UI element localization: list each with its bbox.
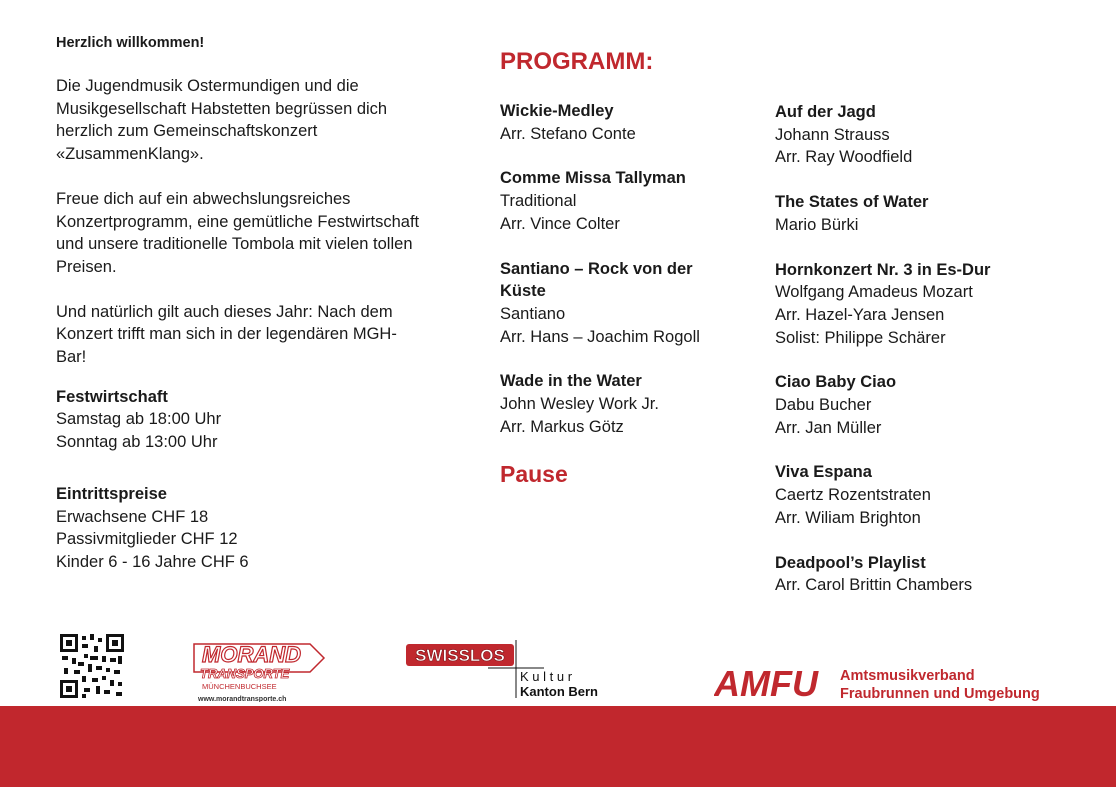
piece-credit: Caertz Rozentstraten (775, 486, 931, 505)
festwirtschaft-title: Festwirtschaft (56, 387, 168, 406)
amfu-logo (714, 662, 1059, 702)
program-piece (500, 258, 740, 349)
programm-part-2 (775, 101, 1075, 597)
piece-credit: Wolfgang Amadeus Mozart (775, 283, 973, 302)
piece-credit: Traditional (500, 192, 577, 211)
program-piece (500, 100, 740, 145)
eintritt-section (56, 483, 456, 574)
piece-credit: Dabu Bucher (775, 396, 872, 415)
eintritt-title: Eintrittspreise (56, 484, 167, 503)
text-line: Freue dich auf ein abwechslungsreiches (56, 189, 351, 208)
programm-part-1 (500, 100, 740, 438)
program-piece (775, 101, 1075, 169)
text-line: Preisen. (56, 257, 117, 276)
text-line: Erwachsene CHF 18 (56, 507, 209, 526)
text-line: Kinder 6 - 16 Jahre CHF 6 (56, 552, 249, 571)
program-piece (775, 191, 1075, 236)
piece-title: Viva Espana (775, 463, 872, 482)
piece-title: Auf der Jagd (775, 103, 876, 121)
morand-name-text: MORAND (202, 642, 301, 667)
text-line: und unsere traditionelle Tombola mit vielen tollen (56, 235, 413, 254)
programm-column-1 (500, 48, 740, 488)
program-piece (775, 552, 1075, 597)
swisslos-text: SWISSLOS (415, 646, 505, 665)
text-line: Die Jugendmusik Ostermundigen und die (56, 77, 359, 95)
amfu-line-2: Fraubrunnen und Umgebung (840, 686, 1040, 702)
intro-paragraph-2 (56, 188, 456, 279)
piece-credit: Mario Bürki (775, 215, 859, 234)
text-line: Bar! (56, 348, 87, 367)
sponsor-logos (0, 628, 1116, 708)
amfu-letters: AMFU (714, 663, 818, 702)
text-line: Musikgesellschaft Habstetten begrüssen dich (56, 99, 388, 118)
kanton-bern-text: Kanton Bern (520, 684, 598, 699)
text-line: herzlich zum Gemeinschaftskonzert (56, 122, 318, 141)
morand-transporte-logo (192, 638, 327, 702)
text-line: Konzert trifft man sich in der legendären MGH- (56, 325, 397, 344)
text-line: «ZusammenKlang». (56, 145, 204, 164)
footer-band (0, 706, 1116, 787)
text-line: Konzertprogramm, eine gemütliche Festwirtschaft (56, 212, 420, 231)
piece-credit: Arr. Wiliam Brighton (775, 508, 921, 527)
piece-title: Wickie-Medley (500, 102, 614, 120)
program-piece (775, 259, 1075, 350)
piece-credit: John Wesley Work Jr. (500, 395, 659, 414)
piece-title: Ciao Baby Ciao (775, 373, 897, 392)
program-piece (775, 461, 1075, 529)
piece-credit: Arr. Markus Götz (500, 417, 624, 436)
piece-credit: Santiano (500, 304, 566, 323)
piece-credit: Solist: Philippe Schärer (775, 328, 946, 347)
piece-title: Hornkonzert Nr. 3 in Es-Dur (775, 260, 991, 279)
eintritt-prices (56, 506, 456, 574)
text-line: Samstag ab 18:00 Uhr (56, 410, 222, 429)
programm-column-2 (775, 101, 1075, 619)
piece-credit: Arr. Ray Woodfield (775, 148, 913, 167)
programm-heading: PROGRAMM: (500, 48, 654, 75)
piece-credit: Johann Strauss (775, 125, 890, 144)
morand-url-text: www.morandtransporte.ch (198, 696, 287, 702)
piece-title: Wade in the Water (500, 372, 642, 391)
program-piece (500, 370, 740, 438)
piece-title: Santiano – Rock von der (500, 259, 693, 278)
morand-sub-text: TRANSPORTE (200, 666, 290, 681)
piece-credit: Arr. Stefano Conte (500, 124, 636, 143)
text-line: Und natürlich gilt auch dieses Jahr: Nach dem (56, 302, 393, 321)
piece-title: The States of Water (775, 193, 929, 212)
festwirtschaft-times (56, 408, 456, 453)
intro-column (56, 33, 456, 596)
kultur-text: K u l t u r (520, 669, 573, 684)
piece-title: Deadpool’s Playlist (775, 553, 926, 572)
intro-paragraph-1 (56, 75, 456, 166)
pause-label: Pause (500, 461, 568, 488)
piece-title: Comme Missa Tallyman (500, 169, 686, 188)
piece-credit: Arr. Hazel-Yara Jensen (775, 305, 945, 324)
piece-credit: Arr. Carol Brittin Chambers (775, 576, 973, 595)
piece-credit: Arr. Jan Müller (775, 418, 882, 437)
program-piece (775, 371, 1075, 439)
text-line: Sonntag ab 13:00 Uhr (56, 433, 218, 452)
qr-code-icon (60, 634, 124, 698)
amfu-line-1: Amtsmusikverband (840, 668, 975, 684)
piece-credit: Arr. Hans – Joachim Rogoll (500, 327, 700, 346)
swisslos-kultur-logo (404, 638, 624, 700)
piece-title: Küste (500, 282, 546, 301)
program-piece (500, 167, 740, 235)
intro-paragraph-3 (56, 301, 456, 369)
morand-city-text: MÜNCHENBUCHSEE (202, 682, 277, 691)
piece-credit: Arr. Vince Colter (500, 214, 620, 233)
text-line: Passivmitglieder CHF 12 (56, 530, 238, 549)
festwirtschaft-section (56, 386, 456, 454)
welcome-heading: Herzlich willkommen! (56, 35, 205, 51)
